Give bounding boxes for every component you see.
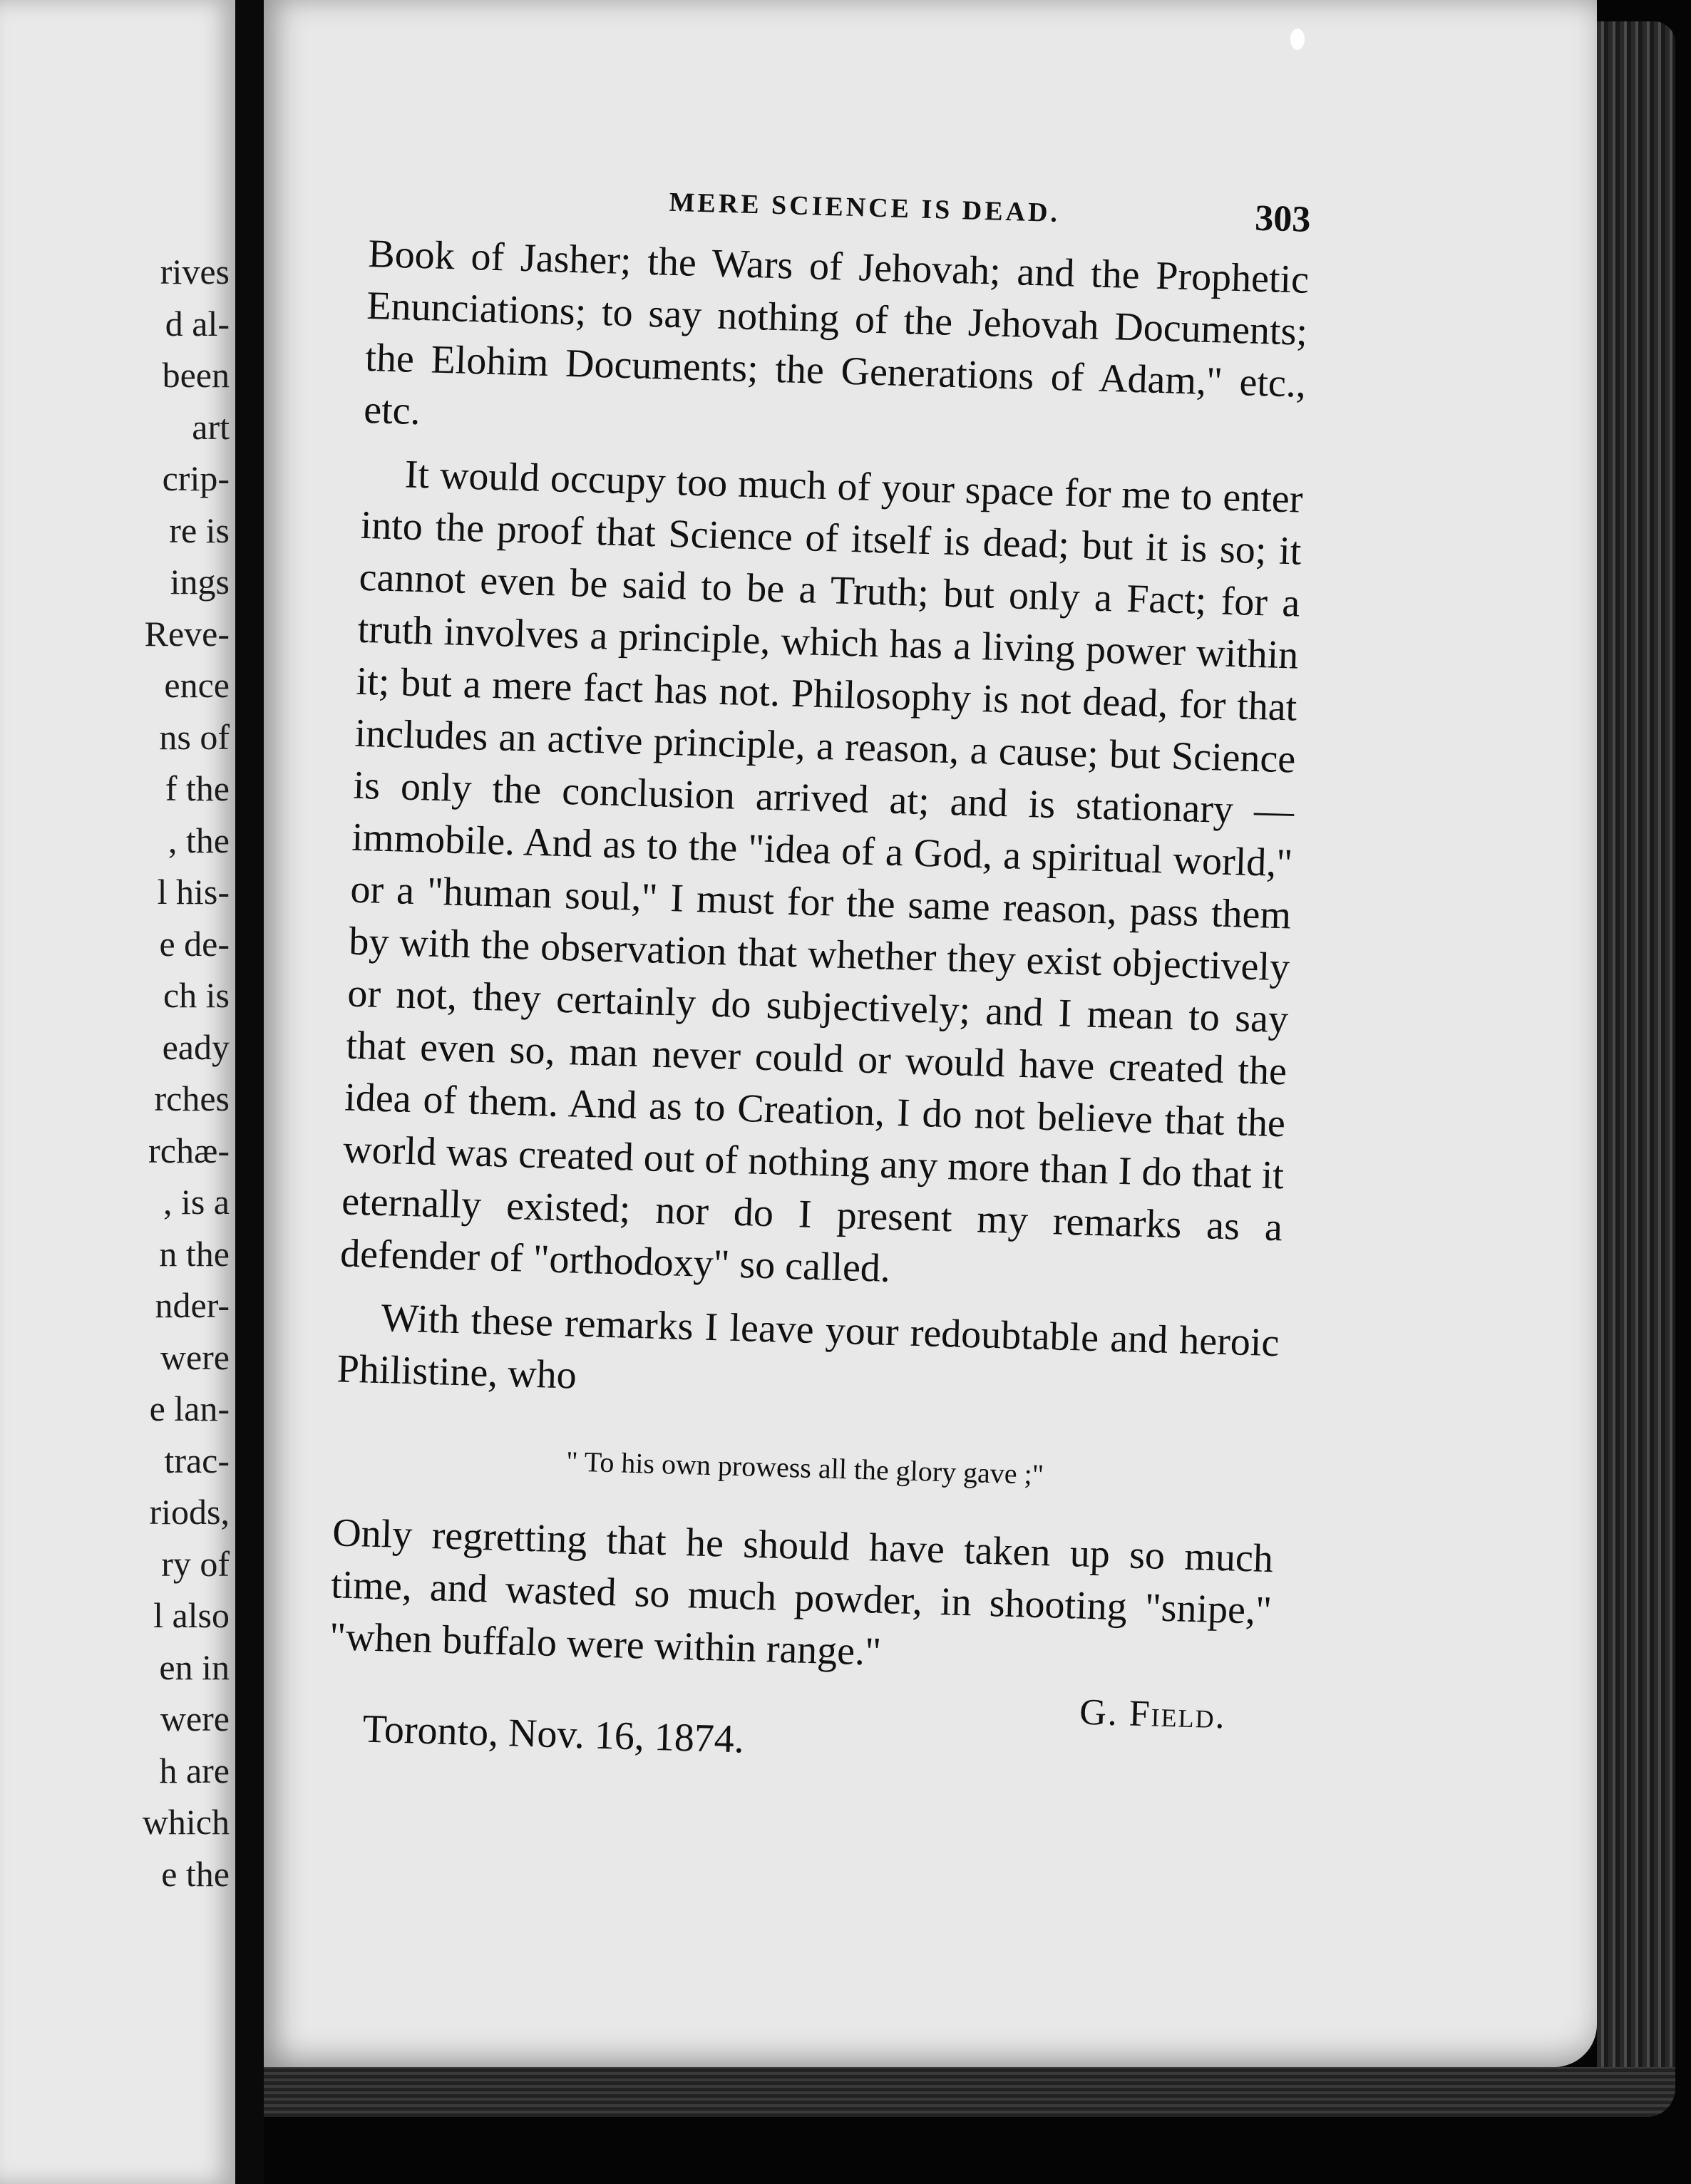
page-bottom-edges [264, 2067, 1675, 2117]
left-page-fragment: ry of [161, 1543, 230, 1584]
left-page-fragment: l his- [157, 872, 230, 912]
left-page-fragment: , is a [163, 1182, 230, 1222]
running-title: MERE SCIENCE IS DEAD. [669, 187, 1061, 229]
paragraph-3: With these remarks I leave your redoubtable and heroic Philistine, who [336, 1296, 1280, 1398]
left-page-fragment: e de- [159, 923, 230, 964]
left-page-fragment: nder- [155, 1285, 230, 1325]
left-page-fragment: been [162, 355, 230, 395]
page-edges [1597, 21, 1675, 2088]
left-page-fragment: were [160, 1699, 230, 1739]
left-page [0, 0, 235, 2184]
left-page-fragment: d al- [165, 303, 230, 344]
book-gutter [235, 0, 264, 2184]
dateline: Toronto, Nov. 16, 1874. [361, 1706, 745, 1762]
left-page-fragment: f the [165, 768, 230, 808]
page-content [327, 164, 1312, 1777]
paragraph-1: Book of Jasher; the Wars of Jehovah; and the Prophetic Enunciations; to say nothing of the Jehovah Documents; the Elohim Documents; the Generations of Adam," etc., etc. [363, 231, 1310, 434]
left-page-fragment: ence [164, 665, 230, 705]
left-page-fragment: re is [169, 510, 230, 550]
paragraph-4: Only regretting that he should have taken up so much time, and wasted so much powder, in shooting "snipe," "when buffalo were within range." [329, 1510, 1274, 1674]
left-page-fragment: rives [160, 252, 230, 292]
signature: G. Field. [1079, 1691, 1227, 1737]
left-page-fragment: ings [170, 562, 230, 602]
left-page-fragment: ns of [159, 716, 230, 757]
paragraph-2: It would occupy too much of your space for me to enter into the proof that Science of itself is dead; but it is so; it cannot even be said to be a Truth; but only a Fact; for a truth involves a principle, which has a living power within it; but a mere fact has not. Philosophy is not dead, for that includes an active principle, a reason, a cause; but Science is only the conclusion arrived at; and is stationary —immobile. And as to the "idea of a God, a spiritual world," or a "human soul," I must for the same reason, pass them by with the observation that whether they exist objectively or not, they certainly do subjectively; and I mean to say that even so, man never could or would have created the idea of them. And as to Creation, I do not believe that the world was created out of nothing any more than I do that it eternally existed; nor do I present my remarks as a defender of "orthodoxy" so called. [339, 452, 1304, 1291]
verse-quote: " To his own prowess all the glory gave ;" [565, 1445, 1044, 1491]
left-page-fragment: trac- [164, 1440, 230, 1480]
left-page-fragment: were [160, 1336, 230, 1377]
left-page-fragment: ch is [163, 975, 230, 1015]
left-page-fragment: art [192, 406, 230, 447]
left-page-fragment: rchæ- [148, 1130, 230, 1170]
left-page-fragment: e the [161, 1853, 230, 1894]
left-page-fragment: Reve- [144, 613, 230, 654]
paper-spot [1290, 29, 1305, 50]
left-page-fragment: en in [159, 1647, 230, 1687]
left-page-fragment: which [142, 1802, 230, 1842]
left-page-fragment: l also [153, 1595, 230, 1635]
left-page-fragment: n the [159, 1233, 230, 1274]
left-page-fragment: e lan- [149, 1389, 230, 1428]
left-page-fragment: rches [154, 1078, 230, 1118]
left-page-fragment: eady [162, 1026, 230, 1067]
left-page-fragment: h are [159, 1750, 230, 1791]
left-page-fragment: , the [168, 820, 230, 860]
left-page-fragment: riods, [149, 1492, 230, 1532]
left-page-fragment: crip- [162, 458, 230, 498]
page-number: 303 [1254, 197, 1312, 240]
